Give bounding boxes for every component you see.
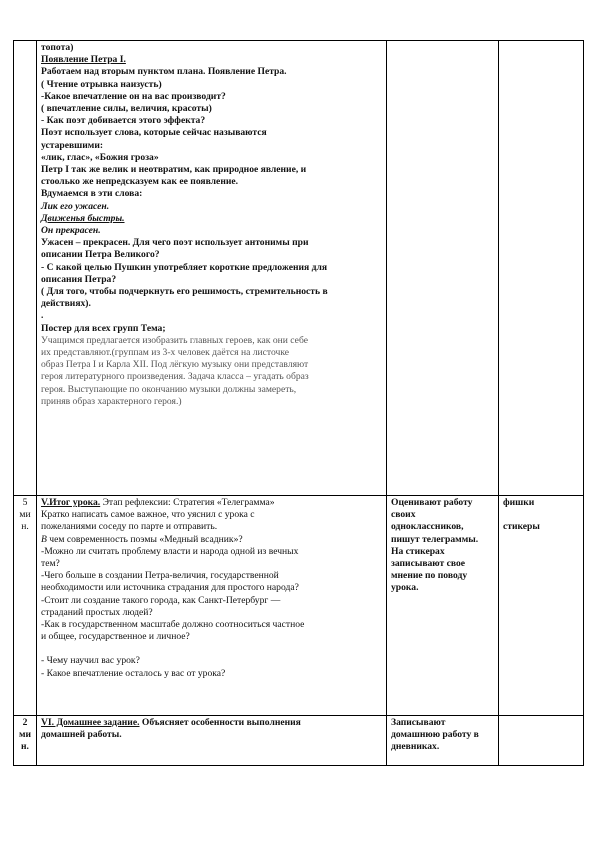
text-line [41, 631, 383, 643]
text-line: устаревшими: [41, 139, 104, 151]
text-line: - Как поэт добивается этого эффекта? [41, 115, 206, 127]
text-line [41, 558, 383, 570]
text-run: и общее, государственное и личное? [41, 631, 190, 643]
text-line: Петр I так же велик и неотвратим, как природное явление, и [41, 164, 307, 176]
text-line: Появление Петра I. [41, 54, 126, 66]
duration-label: ми [18, 729, 32, 741]
time-cell [14, 716, 37, 766]
text-run: VI. Домашнее задание. [41, 717, 140, 728]
table-row [14, 716, 584, 766]
text-line: героя. Выступающие по окончанию музыки должны замереть, [41, 383, 297, 395]
text-run: пожеланиями соседу по парте и отправить. [41, 521, 218, 533]
student-activity-line: На стикерах [391, 545, 445, 557]
text-line: Ужасен – прекрасен. Для чего поэт использует антонимы при [41, 237, 309, 249]
text-line: действиях). [41, 298, 91, 310]
text-line: Постер для всех групп Тема; [41, 322, 166, 334]
student-activity-line: Оценивают работу [391, 497, 473, 508]
text-line [41, 570, 383, 582]
text-line [41, 717, 383, 729]
text-line: образ Петра I и Карла XII. Под лёгкую музыку они представляют [41, 359, 309, 371]
table-row [14, 496, 584, 716]
teacher-activity-cell [37, 496, 387, 716]
text-line: Учащимся предлагается изобразить главных героев, как они себе [41, 334, 308, 346]
text-line [41, 521, 383, 533]
text-run: -Как в государственном масштабе должно соотноситься частное [41, 619, 305, 631]
table-row [14, 41, 584, 496]
text-line: ( Чтение отрывка наизусть) [41, 78, 162, 90]
text-line: Он прекрасен. [41, 225, 101, 237]
text-run: -Стоит ли создание такого города, как Санкт-Петербург — [41, 594, 281, 606]
text-line [41, 534, 383, 546]
time-cell [14, 41, 37, 496]
text-run: -Можно ли считать проблему власти и народа одной из вечных [41, 545, 299, 557]
text-line: . [41, 310, 44, 322]
text-line: «лик, глас», «Божия гроза» [41, 151, 159, 163]
text-line [41, 643, 383, 655]
text-line [41, 607, 383, 619]
text-line [41, 546, 383, 558]
text-line [41, 668, 383, 680]
student-activity-line: дневниках. [391, 741, 440, 753]
text-line: топота) [41, 42, 74, 53]
text-line [41, 582, 383, 594]
resource-item: фишки [503, 497, 535, 508]
text-run: Объясняет особенности выполнения [139, 717, 301, 728]
duration-label: н. [21, 741, 29, 753]
text-line: - С какой целью Пушкин употребляет короткие предложения для [41, 261, 328, 273]
resources-cell [499, 716, 584, 766]
student-activity-line: одноклассников, [391, 521, 464, 533]
resources-cell [499, 496, 584, 716]
text-line: Лик его ужасен. [41, 200, 110, 212]
duration-label: 5 [22, 497, 28, 508]
text-run: тем? [41, 558, 60, 570]
student-activity-line: своих [391, 509, 416, 521]
time-cell [14, 496, 37, 716]
resource-item [503, 509, 580, 521]
text-line [41, 497, 383, 509]
text-line: приняв образ характерного героя.) [41, 395, 182, 407]
text-line [41, 595, 383, 607]
text-line [41, 655, 383, 667]
text-line: ( Для того, чтобы подчеркнуть его решимость, стремительность в [41, 286, 328, 298]
text-run: V.Итог урока. [41, 497, 101, 508]
student-activity-line: домашнюю работу в [391, 729, 479, 741]
text-run: -Чего больше в создании Петра-величия, государственной [41, 570, 279, 582]
text-line: описании Петра Великого? [41, 249, 160, 261]
text-run: - Чему научил вас урок? [41, 655, 140, 667]
student-activity-cell [387, 496, 499, 716]
text-run: Кратко написать самое важное, что уяснил с урока с [41, 509, 255, 521]
student-activity-line: мнение по поводу [391, 570, 468, 582]
student-activity-line: записывают свое [391, 558, 466, 570]
text-line [41, 509, 383, 521]
duration-label: ми [19, 509, 31, 521]
text-line: Движенья быстры. [41, 212, 125, 224]
student-activity-line: пишут телеграммы. [391, 533, 479, 545]
resource-item: стикеры [503, 521, 540, 533]
text-line: стоолько же непредсказуем как ее появление. [41, 176, 239, 188]
teacher-activity-cell [37, 41, 387, 496]
lesson-plan-table [13, 40, 584, 766]
text-run: страданий простых людей? [41, 606, 153, 618]
student-activity-line: Записывают [391, 717, 446, 728]
student-activity-line: урока. [391, 582, 419, 594]
text-line [41, 729, 383, 741]
duration-label: н. [21, 521, 29, 533]
text-line: ( впечатление силы, величия, красоты) [41, 103, 212, 115]
student-activity-cell [387, 41, 499, 496]
text-line: героя литературного произведения. Задача класса – угадать образ [41, 371, 309, 383]
duration-label: 2 [22, 717, 28, 728]
text-line: описания Петра? [41, 273, 117, 285]
text-line [41, 619, 383, 631]
text-run: чем современность поэмы «Медный всадник»? [46, 533, 243, 545]
text-line: -Какое впечатление он на вас производит? [41, 90, 226, 102]
resources-cell [499, 41, 584, 496]
text-run: В [41, 533, 47, 545]
text-line: их представляют.(группам из 3-х человек даётся на листочке [41, 347, 290, 359]
student-activity-cell [387, 716, 499, 766]
text-run: - Какое впечатление осталось у вас от урока? [41, 667, 226, 679]
teacher-activity-cell [37, 716, 387, 766]
text-run: Этап рефлексии: Стратегия «Телеграмма» [100, 497, 275, 508]
text-line: Вдумаемся в эти слова: [41, 188, 143, 200]
text-run: домашней работы. [41, 729, 122, 741]
text-line: Поэт использует слова, которые сейчас называются [41, 127, 267, 139]
text-run: необходимости или источника страдания для простого народа? [41, 582, 299, 594]
text-line: Работаем над вторым пунктом плана. Появление Петра. [41, 66, 287, 78]
